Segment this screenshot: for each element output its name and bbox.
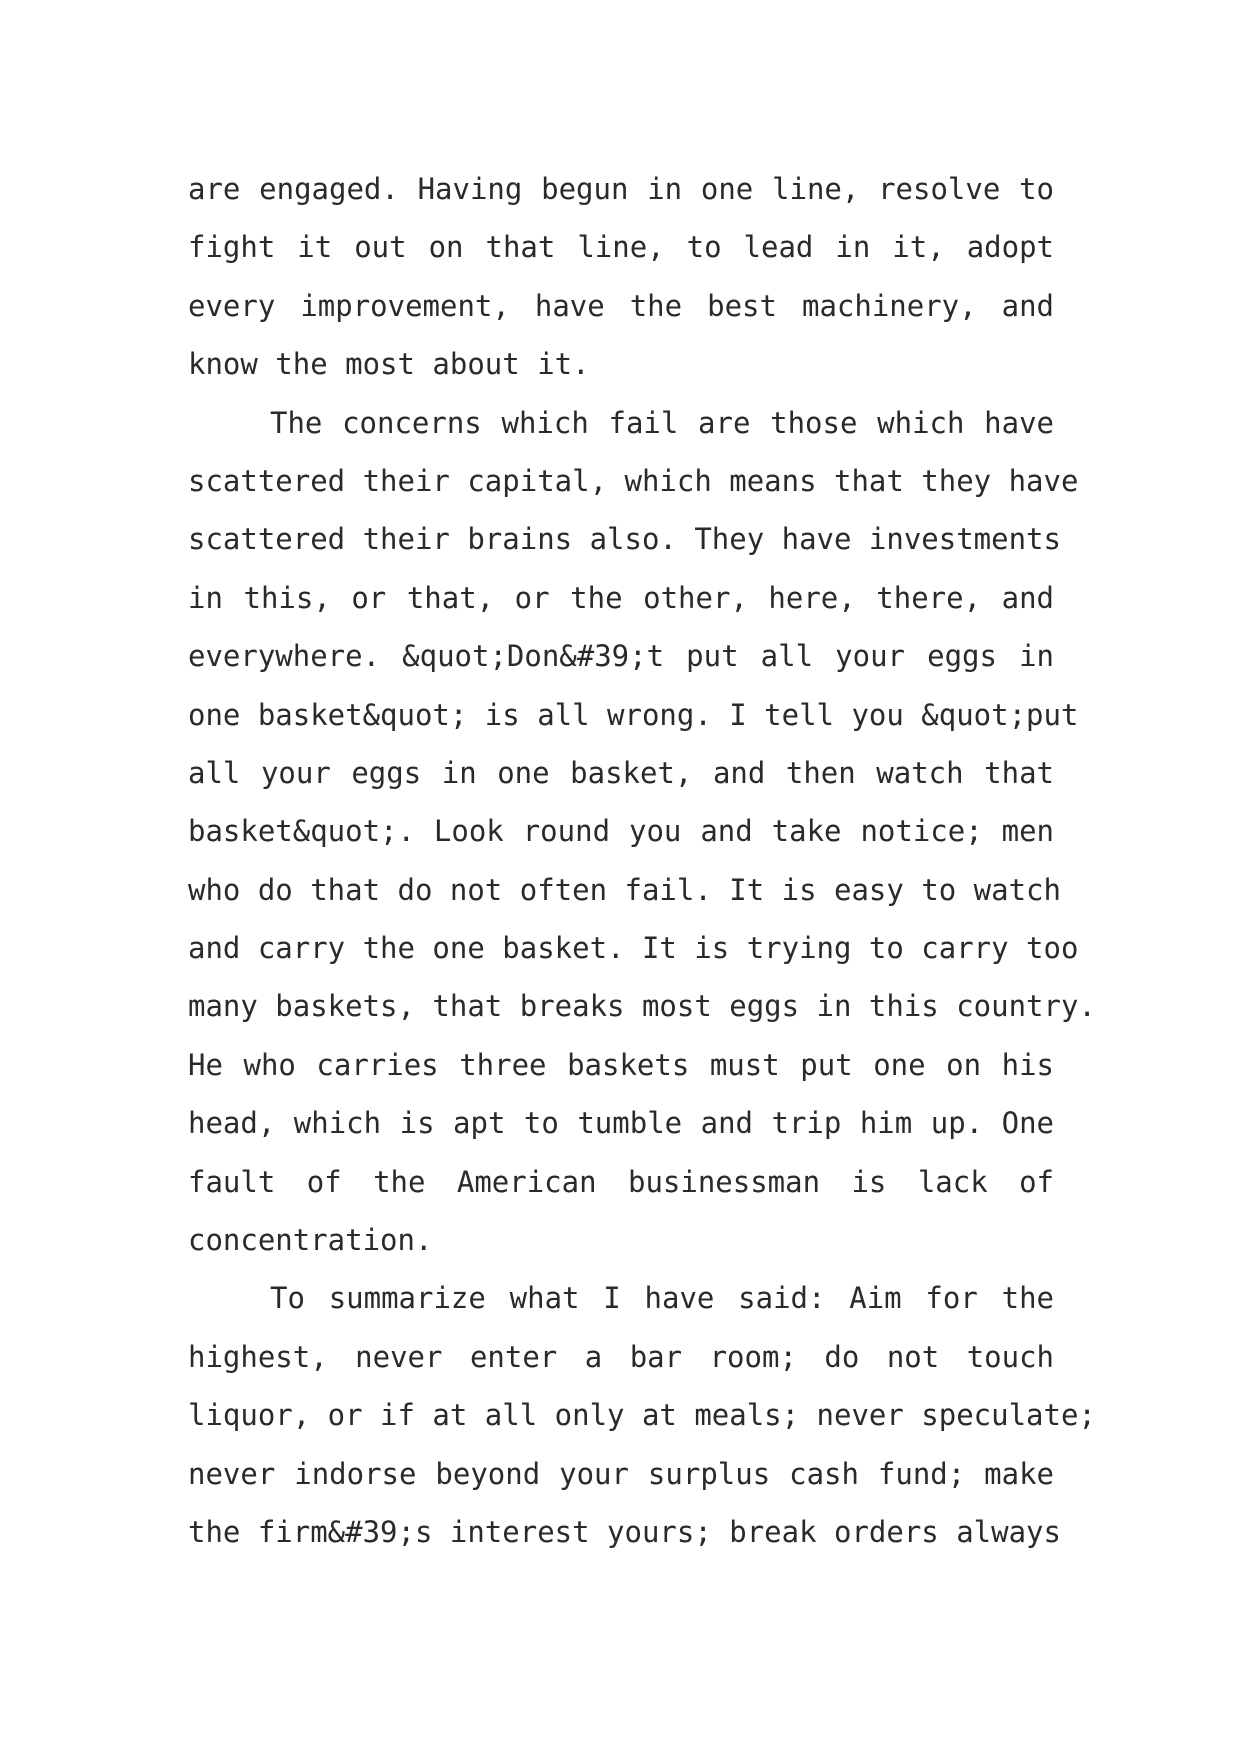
text-line: one basket&quot; is all wrong. I tell you &quot;put <box>188 697 1079 732</box>
text-line: many baskets, that breaks most eggs in this country. <box>188 989 1096 1024</box>
text-line: are engaged. Having begun in one line, resolve to <box>188 172 1054 206</box>
text-line: concentration. <box>188 1223 433 1258</box>
text-line: scattered their brains also. They have investments <box>188 522 1061 557</box>
text-line: never indorse beyond your surplus cash fund; make <box>188 1456 1054 1491</box>
text-line: every improvement, have the best machinery, and <box>188 288 1054 323</box>
text-line: head, which is apt to tumble and trip him up. One <box>188 1106 1054 1141</box>
body-text <box>188 160 1096 1561</box>
text-line: fault of the American businessman is lack of <box>188 1164 1054 1199</box>
text-line: basket&quot;. Look round you and take notice; men <box>188 814 1054 849</box>
text-line: who do that do not often fail. It is easy to watch <box>188 872 1061 907</box>
text-line: liquor, or if at all only at meals; never speculate; <box>188 1398 1096 1433</box>
paragraph-first-line: To summarize what I have said: Aim for the <box>270 1281 1054 1316</box>
text-line: He who carries three baskets must put one on his <box>188 1047 1054 1082</box>
text-line: all your eggs in one basket, and then watch that <box>188 755 1054 790</box>
paragraph-first-line: The concerns which fail are those which have <box>270 405 1054 440</box>
text-line: everywhere. &quot;Don&#39;t put all your eggs in <box>188 639 1054 674</box>
text-line: fight it out on that line, to lead in it, adopt <box>188 230 1054 265</box>
text-line: highest, never enter a bar room; do not touch <box>188 1339 1054 1374</box>
text-line: scattered their capital, which means that they have <box>188 463 1079 498</box>
text-line: know the most about it. <box>188 347 590 382</box>
text-line: in this, or that, or the other, here, there, and <box>188 580 1054 615</box>
text-line: the firm&#39;s interest yours; break orders always <box>188 1514 1061 1549</box>
text-line: and carry the one basket. It is trying to carry too <box>188 931 1079 966</box>
